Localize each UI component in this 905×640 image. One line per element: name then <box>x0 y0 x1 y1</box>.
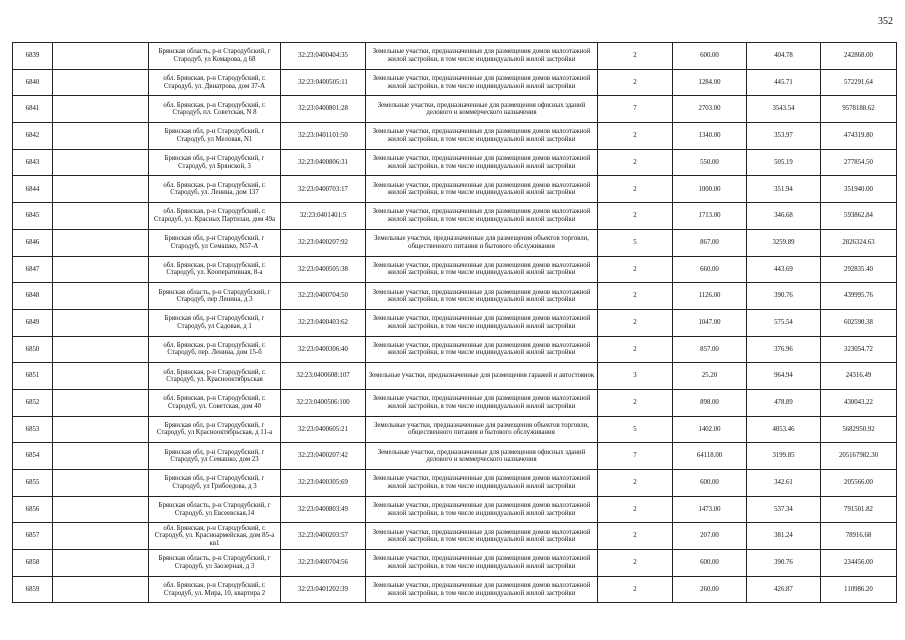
cadastral-value-cell: 572291.64 <box>821 69 897 96</box>
specific-value-cell: 575.54 <box>747 309 821 336</box>
address-cell: Брянская обл, р-н Стародубский, г Стародуб, ул Брянской, 3 <box>149 149 281 176</box>
use-group-cell: 2 <box>598 123 673 150</box>
land-cadastre-table <box>12 42 897 603</box>
cadastral-value-cell: 277854.50 <box>821 149 897 176</box>
cadastral-number-cell: 32:23:0401401:5 <box>281 203 366 230</box>
specific-value-cell: 353.97 <box>747 123 821 150</box>
land-use-cell: Земельные участки, предназначенные для размещения объектов торговли, общественного питания и бытового обслуживания <box>366 229 598 256</box>
cadastral-value-cell: 9578188.62 <box>821 96 897 123</box>
cadastral-value-cell: 110986.20 <box>821 576 897 603</box>
cadastral-number-cell: 32:23:0400703:17 <box>281 176 366 203</box>
cadastral-number-cell: 32:23:0400306:40 <box>281 336 366 363</box>
use-group-cell: 5 <box>598 229 673 256</box>
record-number: 6842 <box>13 123 53 150</box>
cadastral-value-cell: 205167982.30 <box>821 443 897 470</box>
land-use-cell: Земельные участки, предназначенные для размещения домов малоэтажной жилой застройки, в том числе индивидуальной жилой застройки <box>366 256 598 283</box>
cadastral-number-cell: 32:23:0400801:28 <box>281 96 366 123</box>
use-group-cell: 2 <box>598 43 673 70</box>
specific-value-cell: 390.76 <box>747 283 821 310</box>
cadastral-number-cell: 32:23:0400207:42 <box>281 443 366 470</box>
use-group-cell: 2 <box>598 256 673 283</box>
area-cell: 600.00 <box>673 470 747 497</box>
area-cell: 25.20 <box>673 363 747 390</box>
table-row <box>13 443 897 470</box>
cadastral-number-cell: 32:23:0400608:107 <box>281 363 366 390</box>
record-number: 6844 <box>13 176 53 203</box>
record-number: 6839 <box>13 43 53 70</box>
address-cell: обл. Брянская, р-н Стародубский, г. Стародуб, ул. Мира, 10, квартира 2 <box>149 576 281 603</box>
table-row <box>13 389 897 416</box>
specific-value-cell: 381.24 <box>747 523 821 550</box>
specific-value-cell: 443.69 <box>747 256 821 283</box>
land-use-cell: Земельные участки, предназначенные для размещения домов малоэтажной жилой застройки, в том числе индивидуальной жилой застройки <box>366 576 598 603</box>
blank-cell <box>53 43 149 70</box>
specific-value-cell: 426.87 <box>747 576 821 603</box>
specific-value-cell: 537.34 <box>747 496 821 523</box>
land-use-cell: Земельные участки, предназначенные для размещения гаражей и автостоянок <box>366 363 598 390</box>
address-cell: Брянская область, р-н Стародубский, г Стародуб, ул Евсеевская,14 <box>149 496 281 523</box>
area-cell: 1000.00 <box>673 176 747 203</box>
use-group-cell: 2 <box>598 550 673 577</box>
address-cell: Брянская область, р-н Стародубский, г Стародуб, ул Комарова, д 68 <box>149 43 281 70</box>
cadastral-value-cell: 205566.00 <box>821 470 897 497</box>
area-cell: 1473.00 <box>673 496 747 523</box>
land-use-cell: Земельные участки, предназначенные для размещения офисных зданий делового и коммерческого назначения <box>366 96 598 123</box>
specific-value-cell: 964.94 <box>747 363 821 390</box>
blank-cell <box>53 309 149 336</box>
use-group-cell: 5 <box>598 416 673 443</box>
address-cell: Брянская обл, р-н Стародубский, г Стародуб, ул Краснооктябрьская, д 11-а <box>149 416 281 443</box>
cadastral-value-cell: 234456.00 <box>821 550 897 577</box>
area-cell: 1713.00 <box>673 203 747 230</box>
record-number: 6857 <box>13 523 53 550</box>
cadastral-value-cell: 242868.00 <box>821 43 897 70</box>
land-use-cell: Земельные участки, предназначенные для размещения домов малоэтажной жилой застройки, в том числе индивидуальной жилой застройки <box>366 470 598 497</box>
use-group-cell: 3 <box>598 363 673 390</box>
use-group-cell: 2 <box>598 149 673 176</box>
area-cell: 600.00 <box>673 550 747 577</box>
area-cell: 1340.00 <box>673 123 747 150</box>
cadastral-number-cell: 32:23:0400506:100 <box>281 389 366 416</box>
specific-value-cell: 342.61 <box>747 470 821 497</box>
table-row <box>13 256 897 283</box>
cadastral-value-cell: 593862.84 <box>821 203 897 230</box>
record-number: 6851 <box>13 363 53 390</box>
specific-value-cell: 3259.89 <box>747 229 821 256</box>
cadastral-value-cell: 602590.38 <box>821 309 897 336</box>
cadastral-value-cell: 292835.40 <box>821 256 897 283</box>
table-row <box>13 69 897 96</box>
table-row <box>13 416 897 443</box>
cadastral-number-cell: 32:23:0400803:49 <box>281 496 366 523</box>
land-use-cell: Земельные участки, предназначенные для размещения домов малоэтажной жилой застройки, в том числе индивидуальной жилой застройки <box>366 203 598 230</box>
record-number: 6846 <box>13 229 53 256</box>
cadastral-value-cell: 5682950.92 <box>821 416 897 443</box>
cadastral-value-cell: 2826324.63 <box>821 229 897 256</box>
record-number: 6841 <box>13 96 53 123</box>
address-cell: Брянская область, р-н Стародубский, г Стародуб, пер Ленина, д 3 <box>149 283 281 310</box>
blank-cell <box>53 149 149 176</box>
record-number: 6850 <box>13 336 53 363</box>
blank-cell <box>53 176 149 203</box>
use-group-cell: 2 <box>598 309 673 336</box>
address-cell: обл. Брянская, р-н Стародубский, г. Стародуб, ул. Красных Партизан, дом 49а <box>149 203 281 230</box>
blank-cell <box>53 336 149 363</box>
use-group-cell: 2 <box>598 576 673 603</box>
cadastral-number-cell: 32:23:0401202:39 <box>281 576 366 603</box>
cadastral-number-cell: 32:23:0400806:31 <box>281 149 366 176</box>
specific-value-cell: 3543.54 <box>747 96 821 123</box>
table-row <box>13 283 897 310</box>
blank-cell <box>53 363 149 390</box>
land-use-cell: Земельные участки, предназначенные для размещения домов малоэтажной жилой застройки, в том числе индивидуальной жилой застройки <box>366 523 598 550</box>
land-use-cell: Земельные участки, предназначенные для размещения домов малоэтажной жилой застройки, в том числе индивидуальной жилой застройки <box>366 550 598 577</box>
use-group-cell: 2 <box>598 496 673 523</box>
cadastral-number-cell: 32:23:0400403:62 <box>281 309 366 336</box>
specific-value-cell: 404.78 <box>747 43 821 70</box>
land-use-cell: Земельные участки, предназначенные для размещения домов малоэтажной жилой застройки, в том числе индивидуальной жилой застройки <box>366 123 598 150</box>
land-use-cell: Земельные участки, предназначенные для размещения домов малоэтажной жилой застройки, в том числе индивидуальной жилой застройки <box>366 309 598 336</box>
specific-value-cell: 4053.46 <box>747 416 821 443</box>
blank-cell <box>53 96 149 123</box>
specific-value-cell: 346.68 <box>747 203 821 230</box>
land-use-cell: Земельные участки, предназначенные для размещения домов малоэтажной жилой застройки, в том числе индивидуальной жилой застройки <box>366 389 598 416</box>
blank-cell <box>53 496 149 523</box>
specific-value-cell: 478.89 <box>747 389 821 416</box>
blank-cell <box>53 203 149 230</box>
record-number: 6854 <box>13 443 53 470</box>
blank-cell <box>53 283 149 310</box>
table-row <box>13 576 897 603</box>
table-row <box>13 550 897 577</box>
table-row <box>13 176 897 203</box>
record-number: 6856 <box>13 496 53 523</box>
cadastral-value-cell: 791501.82 <box>821 496 897 523</box>
record-number: 6847 <box>13 256 53 283</box>
record-number: 6843 <box>13 149 53 176</box>
record-number: 6855 <box>13 470 53 497</box>
table-row <box>13 96 897 123</box>
table-row <box>13 496 897 523</box>
table-row <box>13 123 897 150</box>
specific-value-cell: 3199.85 <box>747 443 821 470</box>
specific-value-cell: 390.76 <box>747 550 821 577</box>
table-body <box>13 43 897 603</box>
record-number: 6858 <box>13 550 53 577</box>
area-cell: 207.00 <box>673 523 747 550</box>
land-use-cell: Земельные участки, предназначенные для размещения домов малоэтажной жилой застройки, в том числе индивидуальной жилой застройки <box>366 176 598 203</box>
use-group-cell: 2 <box>598 283 673 310</box>
address-cell: обл. Брянская, р-н Стародубский, г. Стародуб, ул. Двиатрова, дом 37-А <box>149 69 281 96</box>
record-number: 6859 <box>13 576 53 603</box>
address-cell: обл. Брянская, р-н Стародубский, г. Стародуб, ул. Красноармейская, дом 85-а кв1 <box>149 523 281 550</box>
address-cell: Брянская обл, р-н Стародубский, г Стародуб, ул Меловая, N1 <box>149 123 281 150</box>
area-cell: 1047.00 <box>673 309 747 336</box>
use-group-cell: 2 <box>598 69 673 96</box>
blank-cell <box>53 389 149 416</box>
record-number: 6848 <box>13 283 53 310</box>
land-use-cell: Земельные участки, предназначенные для размещения объектов торговли, общественного питания и бытового обслуживания <box>366 416 598 443</box>
cadastral-value-cell: 323054.72 <box>821 336 897 363</box>
land-use-cell: Земельные участки, предназначенные для размещения домов малоэтажной жилой застройки, в том числе индивидуальной жилой застройки <box>366 496 598 523</box>
use-group-cell: 2 <box>598 470 673 497</box>
area-cell: 600.00 <box>673 43 747 70</box>
address-cell: Брянская обл, р-н Стародубский, г Стародуб, ул Семашко, N57-А <box>149 229 281 256</box>
area-cell: 1126.00 <box>673 283 747 310</box>
blank-cell <box>53 470 149 497</box>
blank-cell <box>53 123 149 150</box>
record-number: 6852 <box>13 389 53 416</box>
blank-cell <box>53 229 149 256</box>
cadastral-number-cell: 32:23:0400305:69 <box>281 470 366 497</box>
cadastral-value-cell: 78916.68 <box>821 523 897 550</box>
table-row <box>13 229 897 256</box>
use-group-cell: 2 <box>598 336 673 363</box>
table-row <box>13 149 897 176</box>
use-group-cell: 2 <box>598 203 673 230</box>
blank-cell <box>53 416 149 443</box>
table-row <box>13 309 897 336</box>
area-cell: 898.00 <box>673 389 747 416</box>
use-group-cell: 2 <box>598 389 673 416</box>
area-cell: 1402.00 <box>673 416 747 443</box>
address-cell: Брянская область, р-н Стародубский, г Стародуб, ул Заозерная, д 3 <box>149 550 281 577</box>
area-cell: 260.00 <box>673 576 747 603</box>
blank-cell <box>53 550 149 577</box>
land-use-cell: Земельные участки, предназначенные для размещения офисных зданий делового и коммерческого назначения <box>366 443 598 470</box>
cadastral-value-cell: 430043.22 <box>821 389 897 416</box>
cadastral-number-cell: 32:23:0400505:11 <box>281 69 366 96</box>
record-number: 6840 <box>13 69 53 96</box>
use-group-cell: 7 <box>598 443 673 470</box>
area-cell: 867.00 <box>673 229 747 256</box>
blank-cell <box>53 69 149 96</box>
area-cell: 550.00 <box>673 149 747 176</box>
specific-value-cell: 351.94 <box>747 176 821 203</box>
address-cell: Брянская обл, р-н Стародубский, г Стародуб, ул Грибоедова, д 3 <box>149 470 281 497</box>
area-cell: 857.00 <box>673 336 747 363</box>
blank-cell <box>53 256 149 283</box>
cadastral-number-cell: 32:23:0400207:92 <box>281 229 366 256</box>
cadastral-value-cell: 351940.00 <box>821 176 897 203</box>
table-row <box>13 363 897 390</box>
land-use-cell: Земельные участки, предназначенные для размещения домов малоэтажной жилой застройки, в том числе индивидуальной жилой застройки <box>366 69 598 96</box>
cadastral-value-cell: 474319.80 <box>821 123 897 150</box>
record-number: 6849 <box>13 309 53 336</box>
address-cell: Брянская обл, р-н Стародубский, г Стародуб, ул Садовая, д 1 <box>149 309 281 336</box>
address-cell: обл. Брянская, р-н Стародубский, г. Стародуб, ул. Кооперативная, 8-а <box>149 256 281 283</box>
record-number: 6853 <box>13 416 53 443</box>
use-group-cell: 2 <box>598 523 673 550</box>
area-cell: 660.00 <box>673 256 747 283</box>
specific-value-cell: 505.19 <box>747 149 821 176</box>
table-row <box>13 470 897 497</box>
address-cell: обл. Брянская, р-н Стародубский, г. Стародуб, ул. Ленина, дом 137 <box>149 176 281 203</box>
blank-cell <box>53 523 149 550</box>
area-cell: 64118.00 <box>673 443 747 470</box>
use-group-cell: 7 <box>598 96 673 123</box>
use-group-cell: 2 <box>598 176 673 203</box>
cadastral-number-cell: 32:23:0400203:57 <box>281 523 366 550</box>
cadastral-value-cell: 439995.76 <box>821 283 897 310</box>
address-cell: обл. Брянская, р-н Стародубский, г. Стародуб, пер. Ленина, дом 15-б <box>149 336 281 363</box>
cadastral-number-cell: 32:23:0400704:50 <box>281 283 366 310</box>
cadastral-value-cell: 24316.49 <box>821 363 897 390</box>
table-row <box>13 336 897 363</box>
land-use-cell: Земельные участки, предназначенные для размещения домов малоэтажной жилой застройки, в том числе индивидуальной жилой застройки <box>366 149 598 176</box>
cadastral-number-cell: 32:23:0400704:56 <box>281 550 366 577</box>
land-use-cell: Земельные участки, предназначенные для размещения домов малоэтажной жилой застройки, в том числе индивидуальной жилой застройки <box>366 336 598 363</box>
specific-value-cell: 376.96 <box>747 336 821 363</box>
address-cell: обл. Брянская, р-н Стародубский, г. Стародуб, ул. Краснооктябрьская <box>149 363 281 390</box>
land-use-cell: Земельные участки, предназначенные для размещения домов малоэтажной жилой застройки, в том числе индивидуальной жилой застройки <box>366 43 598 70</box>
area-cell: 1284.00 <box>673 69 747 96</box>
land-use-cell: Земельные участки, предназначенные для размещения домов малоэтажной жилой застройки, в том числе индивидуальной жилой застройки <box>366 283 598 310</box>
table-row <box>13 203 897 230</box>
blank-cell <box>53 576 149 603</box>
cadastral-number-cell: 32:23:0400605:21 <box>281 416 366 443</box>
page-number: 352 <box>878 16 893 27</box>
address-cell: Брянская обл, р-н Стародубский, г Стародуб, ул Семашко, дом 23 <box>149 443 281 470</box>
specific-value-cell: 445.71 <box>747 69 821 96</box>
cadastral-number-cell: 32:23:0401101:50 <box>281 123 366 150</box>
area-cell: 2703.00 <box>673 96 747 123</box>
cadastral-number-cell: 32:23:0400404:35 <box>281 43 366 70</box>
cadastral-number-cell: 32:23:0400505:38 <box>281 256 366 283</box>
blank-cell <box>53 443 149 470</box>
record-number: 6845 <box>13 203 53 230</box>
address-cell: обл. Брянская, р-н Стародубский, г. Стародуб, пл. Советская, N 8 <box>149 96 281 123</box>
table-row <box>13 523 897 550</box>
table-row <box>13 43 897 70</box>
address-cell: обл. Брянская, р-н Стародубский, г. Стародуб, ул. Советская, дом 40 <box>149 389 281 416</box>
